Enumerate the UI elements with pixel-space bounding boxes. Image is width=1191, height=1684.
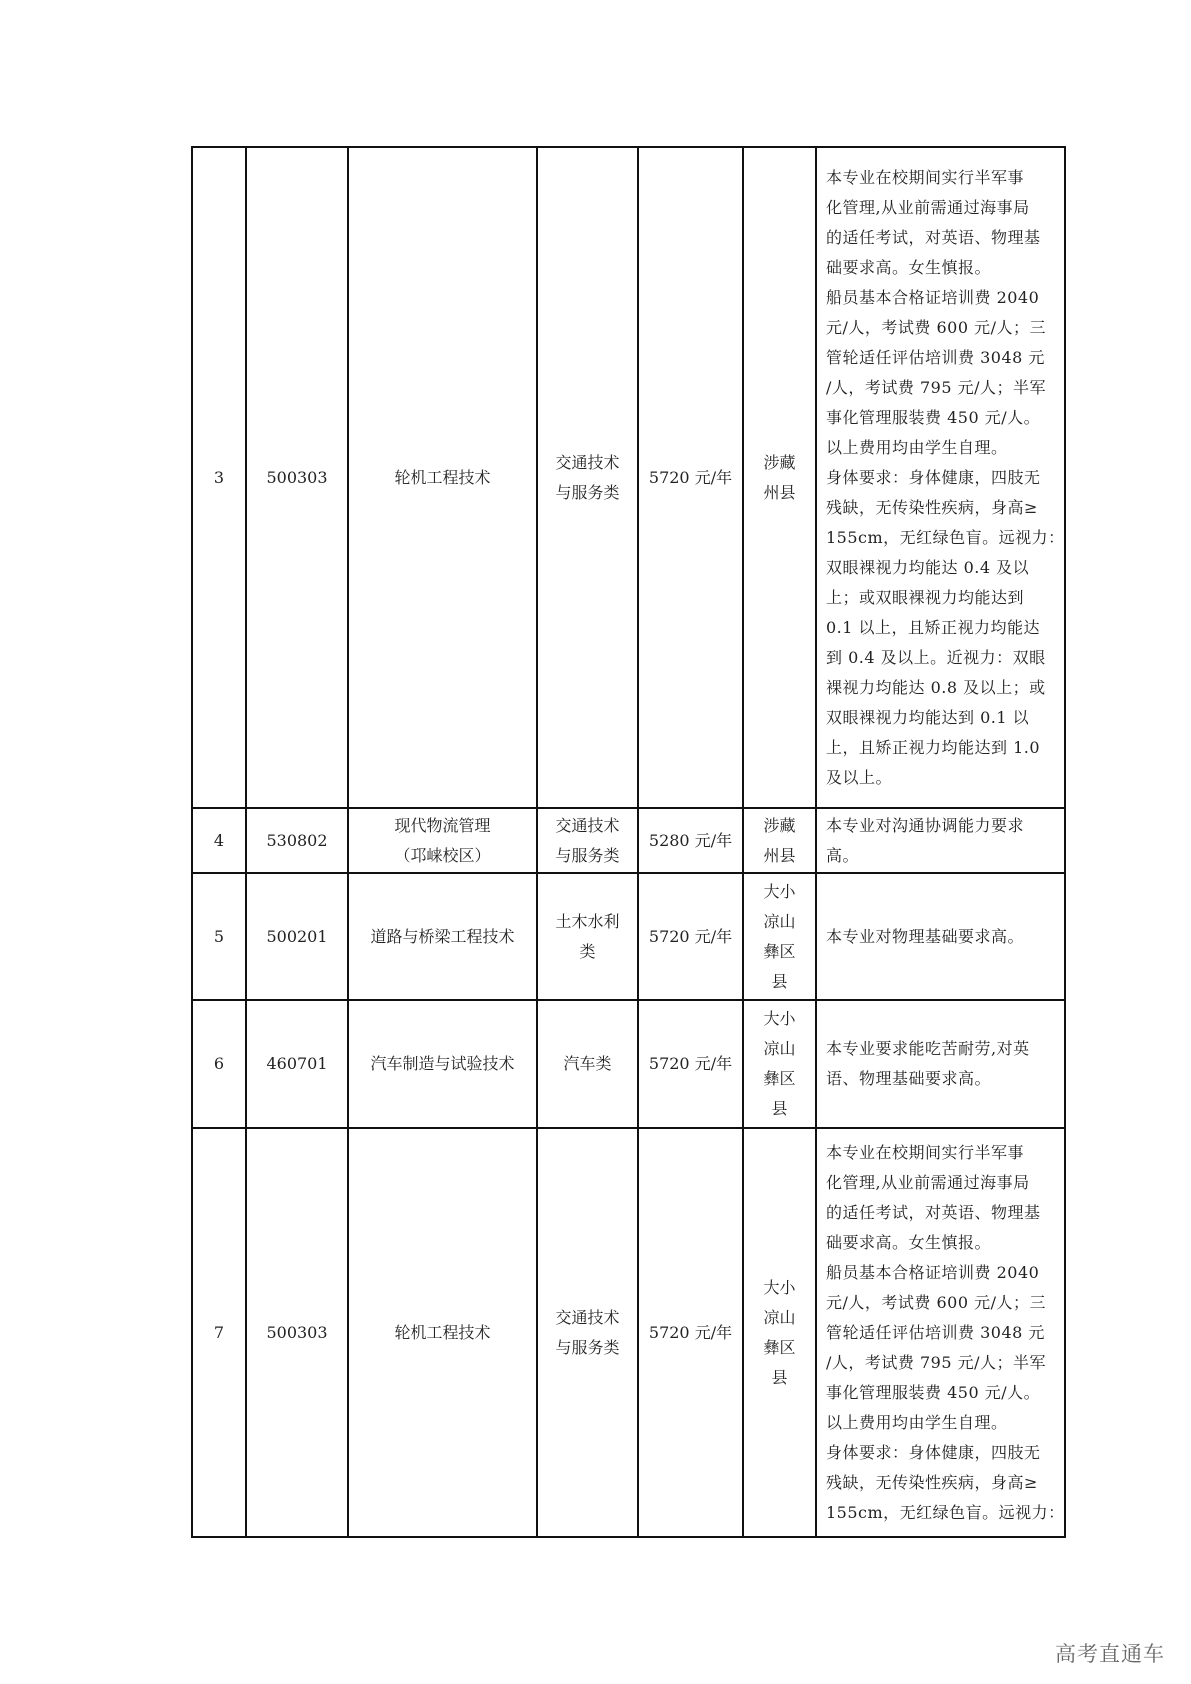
- major-category: [537, 873, 638, 1000]
- notes-line: 残缺，无传染性疾病，身高≥: [826, 497, 1038, 517]
- enrollment-region-line: 彝区: [763, 1069, 796, 1088]
- enrollment-region-line: 州县: [763, 845, 796, 865]
- tuition-fee: 5720 元/年: [638, 873, 743, 1000]
- notes-line: 事化管理服装费 450 元/人。: [826, 1382, 1041, 1402]
- major-category: [537, 1000, 638, 1128]
- row-number: 3: [192, 147, 246, 808]
- enrollment-region: [743, 1128, 816, 1537]
- notes-line: 语、物理基础要求高。: [826, 1069, 992, 1088]
- major-name: [348, 1000, 537, 1128]
- notes-line: 管轮适任评估培训费 3048 元: [826, 1322, 1045, 1342]
- enrollment-region-line: 大小: [763, 881, 796, 901]
- watermark: 高考直通车: [1055, 1642, 1165, 1666]
- table-row: [192, 1000, 1065, 1128]
- notes-line: 本专业对物理基础要求高。: [826, 926, 1025, 946]
- enrollment-region-line: 县: [771, 1367, 788, 1387]
- notes-line: 本专业在校期间实行半军事: [826, 167, 1025, 187]
- notes-line: 及以上。: [826, 767, 893, 787]
- notes: [816, 873, 1065, 1000]
- tuition-fee: 5280 元/年: [638, 808, 743, 873]
- major-code: 530802: [246, 808, 348, 873]
- notes-line: 础要求高。女生慎报。: [826, 1232, 992, 1252]
- notes-line: 元/人，考试费 600 元/人；三: [826, 317, 1046, 337]
- notes-line: 身体要求：身体健康，四肢无: [826, 467, 1041, 487]
- enrollment-region-line: 凉山: [763, 1039, 796, 1058]
- notes-line: 本专业要求能吃苦耐劳,对英: [826, 1039, 1030, 1058]
- enrollment-region-line: 大小: [763, 1009, 796, 1028]
- enrollment-region: [743, 873, 816, 1000]
- notes-line: 以上费用均由学生自理。: [826, 437, 1008, 457]
- enrollment-region-line: 凉山: [763, 1307, 796, 1327]
- notes-line: 础要求高。女生慎报。: [826, 257, 992, 277]
- major-category: [537, 147, 638, 808]
- notes-line: 高。: [826, 845, 860, 865]
- major-name: [348, 147, 537, 808]
- notes: [816, 808, 1065, 873]
- enrollment-region-line: 凉山: [763, 911, 796, 931]
- notes: [816, 147, 1065, 808]
- major-code: 500303: [246, 1128, 348, 1537]
- row-number: 7: [192, 1128, 246, 1537]
- major-name: [348, 808, 537, 873]
- major-category-line: 与服务类: [555, 482, 620, 502]
- major-name-line: 道路与桥梁工程技术: [370, 926, 515, 946]
- tuition-fee: 5720 元/年: [638, 1128, 743, 1537]
- table-row: [192, 873, 1065, 1000]
- notes-line: 双眼裸视力均能达 0.4 及以: [826, 557, 1030, 577]
- row-number: 6: [192, 1000, 246, 1128]
- major-category-line: 与服务类: [555, 1337, 620, 1357]
- enrollment-region-line: 彝区: [763, 1337, 796, 1357]
- major-name-line: 轮机工程技术: [394, 1322, 491, 1342]
- notes: [816, 1128, 1065, 1537]
- major-category-line: 汽车类: [563, 1054, 612, 1073]
- major-name-line: 现代物流管理: [394, 815, 491, 835]
- tuition-fee: 5720 元/年: [638, 147, 743, 808]
- row-number: 4: [192, 808, 246, 873]
- notes-line: 元/人，考试费 600 元/人；三: [826, 1292, 1046, 1312]
- enrollment-region-line: 州县: [763, 482, 796, 502]
- major-category-line: 与服务类: [555, 845, 620, 865]
- enrollment-region: [743, 1000, 816, 1128]
- major-name: [348, 1128, 537, 1537]
- majors-table: [191, 146, 1066, 1538]
- major-name-line: 汽车制造与试验技术: [370, 1054, 515, 1073]
- table-row: [192, 1128, 1065, 1537]
- notes-line: /人，考试费 795 元/人；半军: [826, 377, 1046, 397]
- notes: [816, 1000, 1065, 1128]
- major-code: 460701: [246, 1000, 348, 1128]
- notes-line: 以上费用均由学生自理。: [826, 1412, 1008, 1432]
- notes-line: 上；或双眼裸视力均能达到: [826, 587, 1025, 607]
- notes-line: 0.1 以上，且矫正视力均能达: [826, 617, 1041, 637]
- notes-line: 化管理,从业前需通过海事局: [826, 1172, 1030, 1192]
- enrollment-region: [743, 808, 816, 873]
- notes-line: 的适任考试，对英语、物理基: [826, 1202, 1041, 1222]
- major-name-line: 轮机工程技术: [394, 467, 491, 487]
- notes-line: 上，且矫正视力均能达到 1.0: [826, 737, 1041, 757]
- notes-line: 事化管理服装费 450 元/人。: [826, 407, 1041, 427]
- notes-line: 155cm，无红绿色盲。远视力：: [826, 527, 1065, 547]
- notes-line: 身体要求：身体健康，四肢无: [826, 1442, 1041, 1462]
- major-name: [348, 873, 537, 1000]
- enrollment-region-line: 涉藏: [763, 815, 796, 835]
- notes-line: 155cm，无红绿色盲。远视力：: [826, 1502, 1065, 1522]
- notes-line: 船员基本合格证培训费 2040: [826, 1262, 1040, 1282]
- major-code: 500303: [246, 147, 348, 808]
- major-category-line: 交通技术: [555, 1307, 620, 1327]
- notes-line: 双眼裸视力均能达到 0.1 以: [826, 707, 1030, 727]
- row-number: 5: [192, 873, 246, 1000]
- enrollment-region-line: 县: [771, 1099, 788, 1118]
- notes-line: 管轮适任评估培训费 3048 元: [826, 347, 1045, 367]
- major-name-line: （邛崃校区）: [394, 845, 491, 865]
- major-category-line: 交通技术: [555, 452, 620, 472]
- enrollment-region: [743, 147, 816, 808]
- major-category-line: 类: [579, 941, 596, 961]
- notes-line: 本专业在校期间实行半军事: [826, 1142, 1025, 1162]
- notes-line: 的适任考试，对英语、物理基: [826, 227, 1041, 247]
- notes-line: 到 0.4 及以上。近视力：双眼: [826, 647, 1046, 667]
- enrollment-region-line: 大小: [763, 1277, 796, 1297]
- major-category-line: 土木水利: [555, 911, 620, 931]
- table-row: [192, 147, 1065, 808]
- major-category: [537, 1128, 638, 1537]
- enrollment-region-line: 县: [771, 971, 788, 991]
- table-row: [192, 808, 1065, 873]
- major-code: 500201: [246, 873, 348, 1000]
- enrollment-region-line: 涉藏: [763, 452, 796, 472]
- major-category: [537, 808, 638, 873]
- notes-line: 本专业对沟通协调能力要求: [826, 815, 1025, 835]
- notes-line: /人，考试费 795 元/人；半军: [826, 1352, 1046, 1372]
- notes-line: 船员基本合格证培训费 2040: [826, 287, 1040, 307]
- notes-line: 裸视力均能达 0.8 及以上；或: [826, 677, 1046, 697]
- notes-line: 残缺，无传染性疾病，身高≥: [826, 1472, 1038, 1492]
- enrollment-region-line: 彝区: [763, 941, 796, 961]
- tuition-fee: 5720 元/年: [638, 1000, 743, 1128]
- notes-line: 化管理,从业前需通过海事局: [826, 197, 1030, 217]
- major-category-line: 交通技术: [555, 815, 620, 835]
